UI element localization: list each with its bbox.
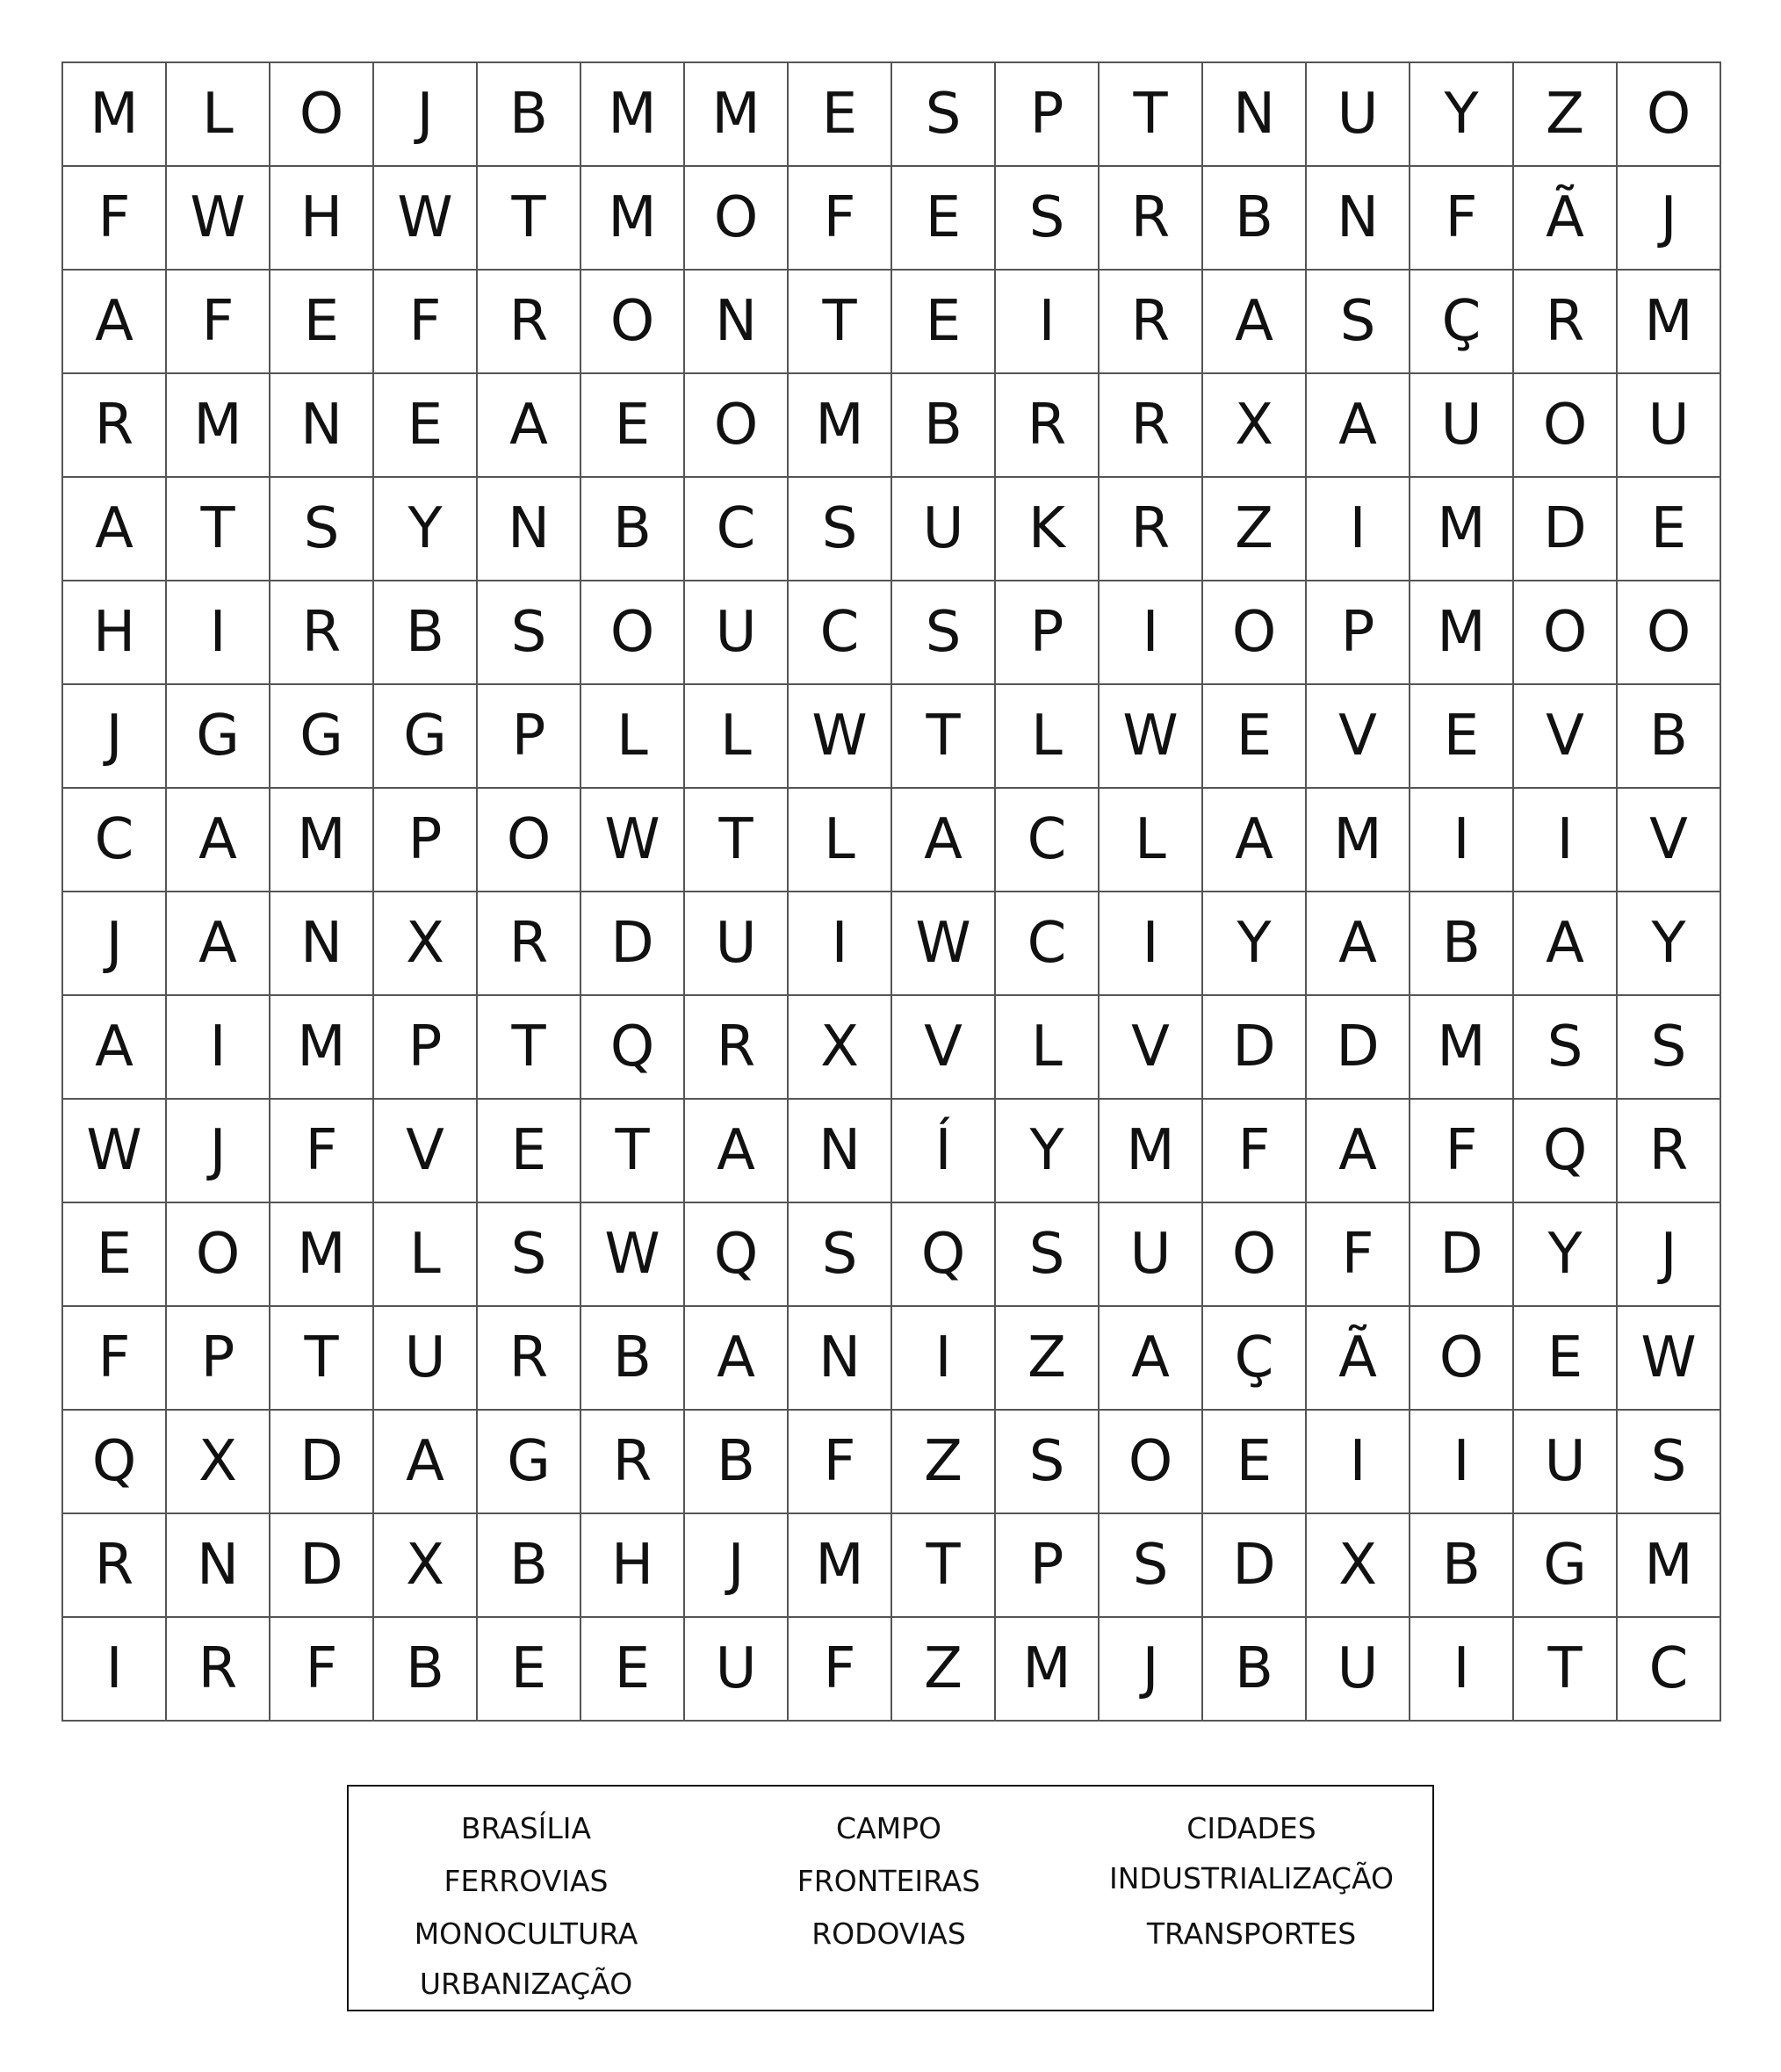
grid-cell[interactable]: F [167,271,270,374]
grid-cell[interactable]: Y [374,478,478,581]
grid-cell[interactable]: C [996,789,1100,892]
grid-cell[interactable]: E [1410,685,1514,789]
grid-cell[interactable]: L [374,1203,478,1307]
grid-cell[interactable]: S [478,581,581,685]
grid-cell[interactable]: I [1307,1411,1410,1514]
grid-cell[interactable]: Q [685,1203,789,1307]
grid-cell[interactable]: E [1203,1411,1307,1514]
grid-cell[interactable]: E [789,63,892,167]
grid-cell[interactable]: F [1410,1100,1514,1203]
grid-cell[interactable]: P [478,685,581,789]
grid-cell[interactable]: S [1100,1514,1203,1618]
grid-cell[interactable]: T [892,1514,996,1618]
grid-cell[interactable]: R [581,1411,685,1514]
grid-cell[interactable]: U [685,1618,789,1722]
grid-cell[interactable]: B [374,1618,478,1722]
grid-cell[interactable]: E [478,1618,581,1722]
grid-cell[interactable]: T [270,1307,374,1411]
grid-cell[interactable]: E [581,374,685,478]
grid-cell[interactable]: U [1618,374,1721,478]
grid-cell[interactable]: W [63,1100,167,1203]
grid-cell[interactable]: M [789,1514,892,1618]
grid-cell[interactable]: J [1100,1618,1203,1722]
grid-cell[interactable]: S [789,478,892,581]
grid-cell[interactable]: V [1618,789,1721,892]
grid-cell[interactable]: M [63,63,167,167]
grid-cell[interactable]: W [789,685,892,789]
grid-cell[interactable]: Q [1514,1100,1618,1203]
grid-cell[interactable]: G [270,685,374,789]
grid-cell[interactable]: U [1514,1411,1618,1514]
grid-cell[interactable]: B [1203,1618,1307,1722]
grid-cell[interactable]: Z [892,1411,996,1514]
grid-cell[interactable]: O [270,63,374,167]
grid-cell[interactable]: R [478,271,581,374]
grid-cell[interactable]: W [581,1203,685,1307]
grid-cell[interactable]: V [892,996,996,1100]
grid-cell[interactable]: D [1203,1514,1307,1618]
grid-cell[interactable]: R [1100,478,1203,581]
grid-cell[interactable]: Í [892,1100,996,1203]
grid-cell[interactable]: F [374,271,478,374]
grid-cell[interactable]: A [685,1307,789,1411]
grid-cell[interactable]: V [1514,685,1618,789]
grid-cell[interactable]: W [892,892,996,996]
word-item: BRASÍLIA [460,1811,592,1845]
grid-cell[interactable]: F [789,1618,892,1722]
grid-cell[interactable]: M [1307,789,1410,892]
grid-cell[interactable]: E [270,271,374,374]
letter-grid [61,61,1721,1722]
word-item: FERROVIAS [443,1864,609,1898]
grid-cell[interactable]: I [1307,478,1410,581]
grid-cell[interactable]: C [685,478,789,581]
grid-cell[interactable]: I [996,271,1100,374]
grid-cell[interactable]: D [1410,1203,1514,1307]
grid-cell[interactable]: Ã [1307,1307,1410,1411]
grid-cell[interactable]: N [167,1514,270,1618]
grid-cell[interactable]: Ç [1410,271,1514,374]
grid-cell[interactable]: E [63,1203,167,1307]
grid-cell[interactable]: C [789,581,892,685]
grid-cell[interactable]: J [374,63,478,167]
grid-cell[interactable]: N [1307,167,1410,271]
grid-cell[interactable]: V [1100,996,1203,1100]
grid-cell[interactable]: B [581,478,685,581]
grid-cell[interactable]: W [374,167,478,271]
grid-cell[interactable]: B [685,1411,789,1514]
grid-cell[interactable]: M [167,374,270,478]
grid-cell[interactable]: O [478,789,581,892]
grid-cell[interactable]: T [167,478,270,581]
grid-cell[interactable]: I [167,581,270,685]
grid-cell[interactable]: O [581,271,685,374]
grid-cell[interactable]: Q [581,996,685,1100]
grid-cell[interactable]: P [1307,581,1410,685]
grid-cell[interactable]: T [1514,1618,1618,1722]
grid-cell[interactable]: P [374,996,478,1100]
grid-cell[interactable]: O [1203,1203,1307,1307]
grid-cell[interactable]: Q [892,1203,996,1307]
grid-cell[interactable]: M [581,167,685,271]
grid-cell[interactable]: S [1307,271,1410,374]
grid-cell[interactable]: R [270,581,374,685]
grid-cell[interactable]: I [1410,1618,1514,1722]
grid-cell[interactable]: H [270,167,374,271]
grid-cell[interactable]: J [167,1100,270,1203]
word-bank [347,1785,1434,2011]
grid-cell[interactable]: U [685,892,789,996]
grid-cell[interactable]: T [789,271,892,374]
grid-cell[interactable]: E [1203,685,1307,789]
grid-cell[interactable]: A [167,892,270,996]
grid-cell[interactable]: S [996,1203,1100,1307]
grid-cell[interactable]: N [270,892,374,996]
grid-cell[interactable]: S [1618,1411,1721,1514]
grid-cell[interactable]: P [167,1307,270,1411]
grid-cell[interactable]: I [1410,789,1514,892]
grid-cell[interactable]: I [63,1618,167,1722]
grid-cell[interactable]: M [581,63,685,167]
grid-cell[interactable]: R [167,1618,270,1722]
grid-cell[interactable]: S [996,167,1100,271]
grid-cell[interactable]: L [789,789,892,892]
grid-cell[interactable]: M [270,789,374,892]
grid-cell[interactable]: B [374,581,478,685]
grid-cell[interactable]: D [581,892,685,996]
grid-cell[interactable]: F [789,1411,892,1514]
grid-cell[interactable]: N [478,478,581,581]
grid-cell[interactable]: Z [1203,478,1307,581]
grid-cell[interactable]: I [1100,581,1203,685]
grid-cell[interactable]: N [1203,63,1307,167]
grid-cell[interactable]: L [996,685,1100,789]
grid-cell[interactable]: P [996,1514,1100,1618]
grid-cell[interactable]: R [1618,1100,1721,1203]
grid-cell[interactable]: L [1100,789,1203,892]
grid-cell[interactable]: U [1307,1618,1410,1722]
word-item: CAMPO [836,1811,941,1845]
grid-cell[interactable]: S [996,1411,1100,1514]
grid-cell[interactable]: P [996,581,1100,685]
grid-cell[interactable]: R [685,996,789,1100]
grid-cell[interactable]: H [63,581,167,685]
grid-cell[interactable]: H [581,1514,685,1618]
grid-cell[interactable]: A [1514,892,1618,996]
grid-cell[interactable]: I [1100,892,1203,996]
grid-cell[interactable]: Y [1618,892,1721,996]
grid-cell[interactable]: J [1618,167,1721,271]
grid-cell[interactable]: M [1100,1100,1203,1203]
grid-cell[interactable]: Ç [1203,1307,1307,1411]
grid-cell[interactable]: M [1618,271,1721,374]
grid-cell[interactable]: A [685,1100,789,1203]
grid-cell[interactable]: F [270,1100,374,1203]
grid-cell[interactable]: T [478,996,581,1100]
grid-cell[interactable]: T [1100,63,1203,167]
grid-cell[interactable]: S [1514,996,1618,1100]
grid-cell[interactable]: R [478,1307,581,1411]
grid-cell[interactable]: S [1618,996,1721,1100]
grid-cell[interactable]: A [1307,374,1410,478]
grid-cell[interactable]: I [789,892,892,996]
grid-cell[interactable]: Z [1514,63,1618,167]
grid-cell[interactable]: T [892,685,996,789]
grid-cell[interactable]: U [1100,1203,1203,1307]
grid-cell[interactable]: M [996,1618,1100,1722]
grid-cell[interactable]: O [167,1203,270,1307]
grid-cell[interactable]: D [270,1411,374,1514]
grid-cell[interactable]: I [1514,789,1618,892]
grid-cell[interactable]: U [1410,374,1514,478]
word-item: TRANSPORTES [1146,1917,1357,1951]
grid-cell[interactable]: I [1410,1411,1514,1514]
grid-cell[interactable]: Y [1203,892,1307,996]
grid-cell[interactable]: U [1307,63,1410,167]
grid-cell[interactable]: N [685,271,789,374]
grid-cell[interactable]: A [167,789,270,892]
grid-cell[interactable]: J [685,1514,789,1618]
grid-cell[interactable]: C [996,892,1100,996]
grid-cell[interactable]: B [478,1514,581,1618]
word-item: CIDADES [1186,1811,1316,1845]
grid-cell[interactable]: I [167,996,270,1100]
grid-cell[interactable]: S [892,581,996,685]
grid-cell[interactable]: P [374,789,478,892]
grid-cell[interactable]: G [167,685,270,789]
grid-cell[interactable]: O [1514,581,1618,685]
grid-cell[interactable]: O [1100,1411,1203,1514]
grid-cell[interactable]: L [996,996,1100,1100]
grid-cell[interactable]: E [892,167,996,271]
grid-cell[interactable]: R [1100,271,1203,374]
grid-cell[interactable]: N [789,1307,892,1411]
grid-cell[interactable]: B [581,1307,685,1411]
grid-cell[interactable]: S [270,478,374,581]
grid-cell[interactable]: A [63,271,167,374]
grid-cell[interactable]: J [63,685,167,789]
grid-cell[interactable]: X [1307,1514,1410,1618]
grid-cell[interactable]: Ã [1514,167,1618,271]
grid-cell[interactable]: O [1618,581,1721,685]
grid-cell[interactable]: F [270,1618,374,1722]
grid-cell[interactable]: R [63,374,167,478]
grid-cell[interactable]: F [1203,1100,1307,1203]
grid-cell[interactable]: D [1514,478,1618,581]
grid-cell[interactable]: O [581,581,685,685]
grid-cell[interactable]: R [478,892,581,996]
grid-cell[interactable]: A [892,789,996,892]
grid-cell[interactable]: D [270,1514,374,1618]
grid-cell[interactable]: A [63,996,167,1100]
grid-cell[interactable]: Y [1514,1203,1618,1307]
grid-cell[interactable]: E [1514,1307,1618,1411]
grid-cell[interactable]: U [892,478,996,581]
grid-cell[interactable]: T [685,789,789,892]
grid-cell[interactable]: D [1307,996,1410,1100]
word-item: URBANIZAÇÃO [419,1967,633,2001]
grid-cell[interactable]: X [374,892,478,996]
grid-cell[interactable]: M [1410,581,1514,685]
grid-cell[interactable]: Y [1410,63,1514,167]
grid-cell[interactable]: N [270,374,374,478]
grid-cell[interactable]: E [478,1100,581,1203]
grid-cell[interactable]: T [478,167,581,271]
grid-cell[interactable]: B [1410,892,1514,996]
grid-cell[interactable]: V [1307,685,1410,789]
grid-cell[interactable]: B [1203,167,1307,271]
grid-cell[interactable]: O [1410,1307,1514,1411]
grid-cell[interactable]: O [1203,581,1307,685]
grid-cell[interactable]: M [1410,996,1514,1100]
grid-cell[interactable]: O [1618,63,1721,167]
grid-cell[interactable]: E [374,374,478,478]
grid-cell[interactable]: J [63,892,167,996]
grid-cell[interactable]: U [374,1307,478,1411]
grid-cell[interactable]: B [1410,1514,1514,1618]
grid-cell[interactable]: Z [996,1307,1100,1411]
grid-cell[interactable]: M [270,996,374,1100]
grid-cell[interactable]: W [167,167,270,271]
grid-cell[interactable]: G [1514,1514,1618,1618]
grid-cell[interactable]: G [374,685,478,789]
grid-cell[interactable]: A [1100,1307,1203,1411]
word-item: INDUSTRIALIZAÇÃO [1108,1861,1395,1895]
grid-cell[interactable]: L [685,685,789,789]
grid-cell[interactable]: B [1618,685,1721,789]
grid-cell[interactable]: F [1410,167,1514,271]
grid-cell[interactable]: V [374,1100,478,1203]
grid-cell[interactable]: O [1514,374,1618,478]
grid-cell[interactable]: P [996,63,1100,167]
grid-cell[interactable]: X [167,1411,270,1514]
grid-cell[interactable]: A [374,1411,478,1514]
grid-cell[interactable]: A [63,478,167,581]
grid-cell[interactable]: M [1410,478,1514,581]
grid-cell[interactable]: C [63,789,167,892]
grid-cell[interactable]: X [374,1514,478,1618]
grid-cell[interactable]: W [581,789,685,892]
grid-cell[interactable]: J [1618,1203,1721,1307]
grid-cell[interactable]: Q [63,1411,167,1514]
grid-cell[interactable]: E [581,1618,685,1722]
grid-cell[interactable]: L [581,685,685,789]
word-item: FRONTEIRAS [797,1864,981,1898]
grid-cell[interactable]: C [1618,1618,1721,1722]
grid-cell[interactable]: E [1618,478,1721,581]
grid-cell[interactable]: X [1203,374,1307,478]
grid-cell[interactable]: R [1100,167,1203,271]
grid-cell[interactable]: R [1100,374,1203,478]
word-item: MONOCULTURA [414,1917,638,1951]
grid-cell[interactable]: U [685,581,789,685]
grid-cell[interactable]: F [789,167,892,271]
grid-cell[interactable]: M [789,374,892,478]
grid-cell[interactable]: F [1307,1203,1410,1307]
grid-cell[interactable]: B [892,374,996,478]
grid-cell[interactable]: A [1203,271,1307,374]
grid-cell[interactable]: I [892,1307,996,1411]
grid-cell[interactable]: Z [892,1618,996,1722]
word-item: RODOVIAS [811,1917,966,1951]
grid-cell[interactable]: M [1618,1514,1721,1618]
grid-cell[interactable]: O [685,167,789,271]
grid-cell[interactable]: A [478,374,581,478]
grid-cell[interactable]: R [996,374,1100,478]
grid-cell[interactable]: T [581,1100,685,1203]
grid-cell[interactable]: A [1307,1100,1410,1203]
grid-cell[interactable]: S [789,1203,892,1307]
grid-cell[interactable]: B [478,63,581,167]
grid-cell[interactable]: D [1203,996,1307,1100]
grid-cell[interactable]: F [63,167,167,271]
grid-cell[interactable]: F [63,1307,167,1411]
grid-cell[interactable]: S [478,1203,581,1307]
grid-cell[interactable]: R [63,1514,167,1618]
grid-cell[interactable]: X [789,996,892,1100]
grid-cell[interactable]: L [167,63,270,167]
grid-cell[interactable]: E [892,271,996,374]
grid-cell[interactable]: W [1618,1307,1721,1411]
grid-cell[interactable]: O [685,374,789,478]
grid-cell[interactable]: A [1307,892,1410,996]
grid-cell[interactable]: W [1100,685,1203,789]
grid-cell[interactable]: K [996,478,1100,581]
grid-cell[interactable]: G [478,1411,581,1514]
grid-cell[interactable]: M [270,1203,374,1307]
grid-cell[interactable]: A [1203,789,1307,892]
grid-cell[interactable]: S [892,63,996,167]
grid-cell[interactable]: N [789,1100,892,1203]
grid-cell[interactable]: Y [996,1100,1100,1203]
grid-cell[interactable]: R [1514,271,1618,374]
grid-cell[interactable]: M [685,63,789,167]
